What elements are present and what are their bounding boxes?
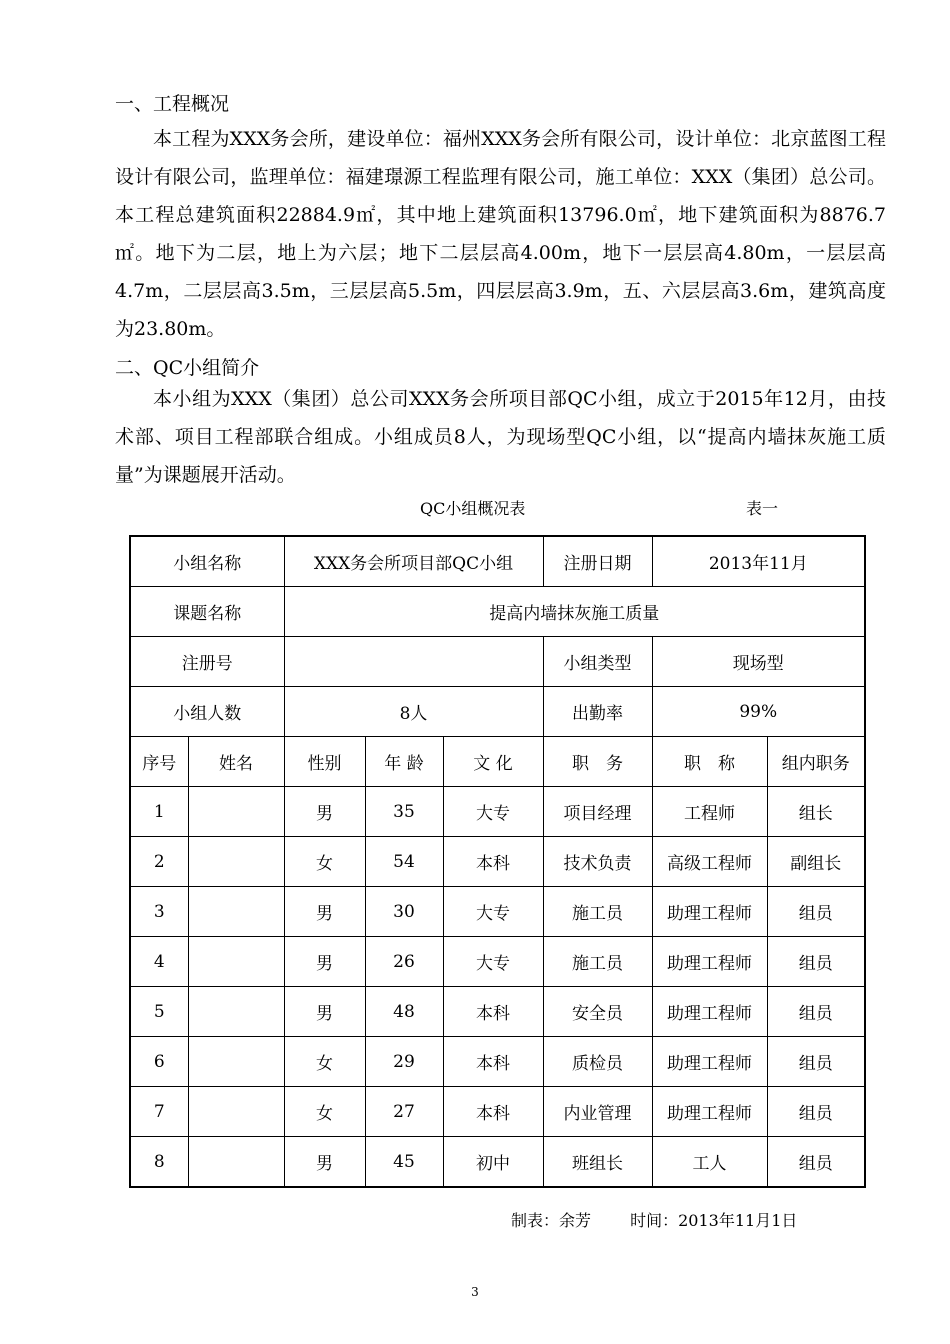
cell-position: 施工员 [543, 887, 652, 937]
cell-title: 助理工程师 [652, 887, 767, 937]
cell-title: 工程师 [652, 787, 767, 837]
cell-index: 1 [130, 787, 188, 837]
attendance-value: 99% [652, 687, 865, 737]
attendance-label: 出勤率 [543, 687, 652, 737]
group-type-value: 现场型 [652, 637, 865, 687]
table-row [130, 937, 865, 987]
cell-gender: 男 [284, 987, 365, 1037]
table-row-registration [130, 637, 865, 687]
cell-position: 质检员 [543, 1037, 652, 1087]
col-header-position: 职 务 [543, 737, 652, 787]
cell-index: 5 [130, 987, 188, 1037]
cell-gender: 男 [284, 887, 365, 937]
cell-title: 助理工程师 [652, 987, 767, 1037]
table-row [130, 1137, 865, 1188]
cell-education: 大专 [443, 937, 543, 987]
cell-index: 2 [130, 837, 188, 887]
section-heading-overview: 一、工程概况 [115, 93, 230, 115]
cell-name [188, 1087, 284, 1137]
cell-education: 本科 [443, 1087, 543, 1137]
col-header-role: 组内职务 [767, 737, 865, 787]
table-footer [511, 1208, 797, 1231]
cell-role: 组长 [767, 787, 865, 837]
group-name-value: XXX务会所项目部QC小组 [284, 536, 543, 587]
cell-index: 6 [130, 1037, 188, 1087]
qc-group-table [129, 535, 866, 1188]
cell-gender: 女 [284, 1087, 365, 1137]
cell-gender: 女 [284, 1037, 365, 1087]
table-row [130, 987, 865, 1037]
section-heading-qc-group: 二、QC小组简介 [115, 357, 260, 379]
reg-no-label: 注册号 [130, 637, 284, 687]
cell-age: 48 [365, 987, 443, 1037]
cell-title: 高级工程师 [652, 837, 767, 887]
cell-age: 35 [365, 787, 443, 837]
cell-age: 54 [365, 837, 443, 887]
cell-education: 初中 [443, 1137, 543, 1188]
cell-name [188, 887, 284, 937]
member-rows [130, 787, 865, 1188]
cell-position: 班组长 [543, 1137, 652, 1188]
topic-label: 课题名称 [130, 587, 284, 637]
cell-education: 大专 [443, 887, 543, 937]
topic-value: 提高内墙抹灰施工质量 [284, 587, 865, 637]
cell-gender: 男 [284, 937, 365, 987]
cell-role: 组员 [767, 1087, 865, 1137]
cell-age: 45 [365, 1137, 443, 1188]
made-time-text: 时间：2013年11月1日 [630, 1211, 798, 1230]
table-row [130, 837, 865, 887]
cell-age: 27 [365, 1087, 443, 1137]
cell-name [188, 937, 284, 987]
cell-index: 4 [130, 937, 188, 987]
cell-title: 助理工程师 [652, 1037, 767, 1087]
table-header-row [130, 737, 865, 787]
cell-index: 3 [130, 887, 188, 937]
qc-group-paragraph: 本小组为XXX（集团）总公司XXX务会所项目部QC小组，成立于2015年12月，由技术部、项目工程部联合组成。小组成员8人，为现场型QC小组，以“提高内墙抹灰施工质量”为课题展开活动。 [115, 388, 886, 486]
group-type-label: 小组类型 [543, 637, 652, 687]
cell-role: 组员 [767, 1137, 865, 1188]
reg-date-value: 2013年11月 [652, 536, 865, 587]
cell-gender: 男 [284, 1137, 365, 1188]
cell-role: 组员 [767, 887, 865, 937]
members-label: 小组人数 [130, 687, 284, 737]
cell-age: 30 [365, 887, 443, 937]
made-by-text: 制表：余芳 [511, 1211, 592, 1230]
members-value: 8人 [284, 687, 543, 737]
cell-position: 技术负责 [543, 837, 652, 887]
table-row-group-name [130, 536, 865, 587]
table-row [130, 1037, 865, 1087]
cell-education: 本科 [443, 987, 543, 1037]
cell-education: 大专 [443, 787, 543, 837]
group-name-label: 小组名称 [130, 536, 284, 587]
col-header-education: 文 化 [443, 737, 543, 787]
cell-role: 组员 [767, 937, 865, 987]
table-number: 表一 [746, 499, 779, 518]
cell-role: 组员 [767, 1037, 865, 1087]
cell-name [188, 787, 284, 837]
cell-education: 本科 [443, 837, 543, 887]
cell-index: 8 [130, 1137, 188, 1188]
page-number: 3 [471, 1285, 479, 1299]
cell-position: 内业管理 [543, 1087, 652, 1137]
table-row [130, 1087, 865, 1137]
reg-no-value [284, 637, 543, 687]
cell-position: 安全员 [543, 987, 652, 1037]
cell-position: 项目经理 [543, 787, 652, 837]
overview-paragraph: 本工程为XXX务会所，建设单位：福州XXX务会所有限公司，设计单位：北京蓝图工程设计有限公司，监理单位：福建璟源工程监理有限公司，施工单位：XXX（集团）总公司。本工程总建筑面积22884.9㎡，其中地上建筑面积13796.0㎡，地下建筑面积为8876.7㎡。地下为二层，地上为六层；地下二层层高4.00m，地下一层层高4.80m，一层层高4.7m，二层层高3.5m，三层层高5.5m，四层层高3.9m，五、六层层高3.6m，建筑高度为23.80m。 [115, 128, 886, 340]
cell-age: 26 [365, 937, 443, 987]
cell-role: 副组长 [767, 837, 865, 887]
cell-index: 7 [130, 1087, 188, 1137]
table-row-topic [130, 587, 865, 637]
table-row [130, 887, 865, 937]
table-caption: QC小组概况表 [420, 499, 526, 518]
cell-education: 本科 [443, 1037, 543, 1087]
cell-title: 助理工程师 [652, 1087, 767, 1137]
cell-gender: 男 [284, 787, 365, 837]
cell-title: 工人 [652, 1137, 767, 1188]
col-header-title: 职 称 [652, 737, 767, 787]
cell-name [188, 1137, 284, 1188]
table-row [130, 787, 865, 837]
col-header-index: 序号 [130, 737, 188, 787]
cell-gender: 女 [284, 837, 365, 887]
cell-title: 助理工程师 [652, 937, 767, 987]
cell-name [188, 1037, 284, 1087]
reg-date-label: 注册日期 [543, 536, 652, 587]
cell-name [188, 837, 284, 887]
cell-role: 组员 [767, 987, 865, 1037]
col-header-age: 年 龄 [365, 737, 443, 787]
col-header-gender: 性别 [284, 737, 365, 787]
cell-name [188, 987, 284, 1037]
col-header-name: 姓名 [188, 737, 284, 787]
table-row-members [130, 687, 865, 737]
cell-position: 施工员 [543, 937, 652, 987]
cell-age: 29 [365, 1037, 443, 1087]
